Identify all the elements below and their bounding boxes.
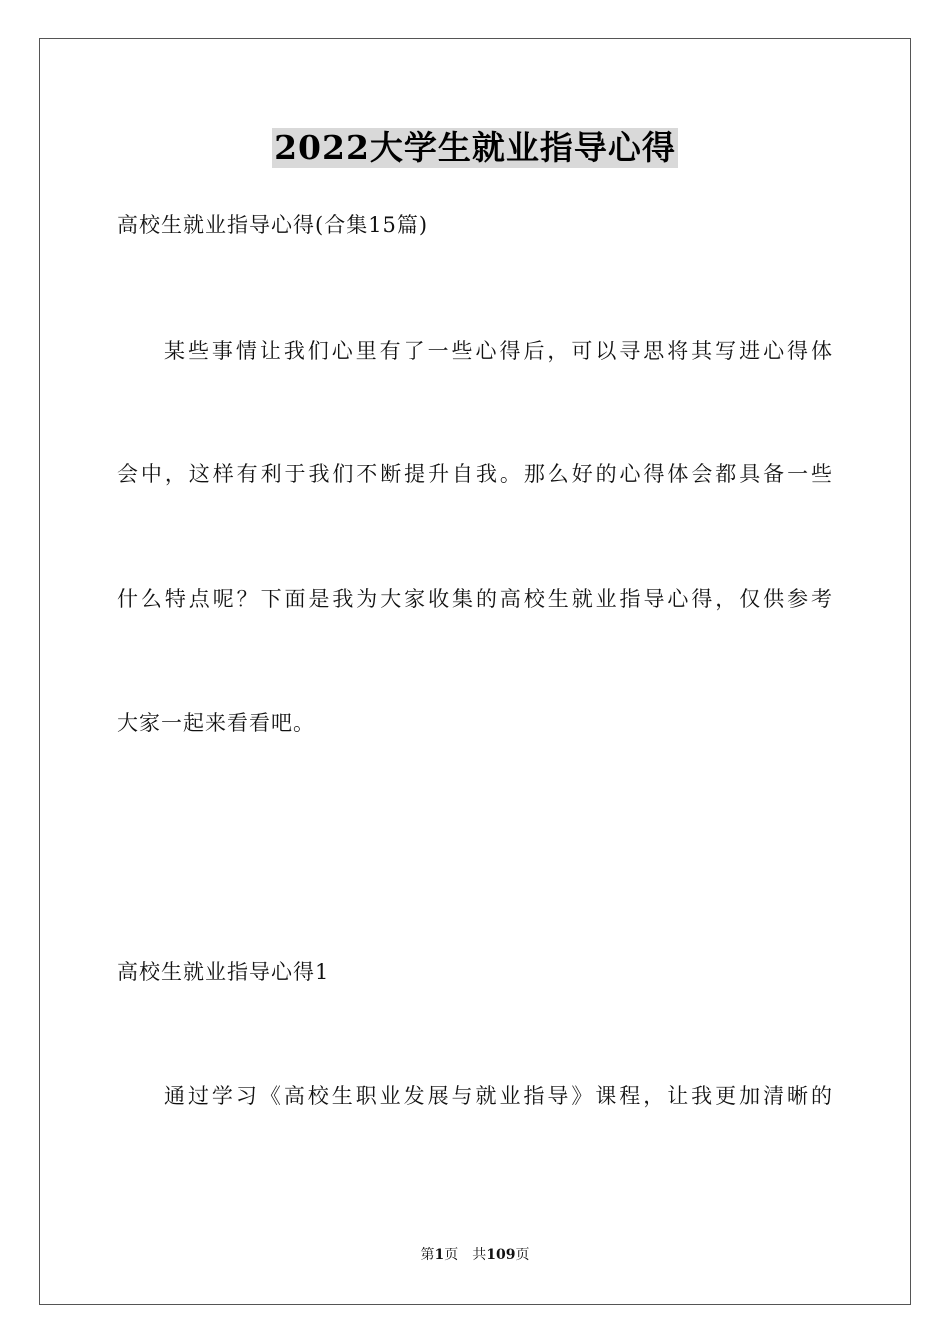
paragraph-line: 某些事情让我们心里有了一些心得后，可以寻思将其写进心得体	[164, 339, 833, 363]
page-prefix: 第	[420, 1247, 435, 1263]
paragraph-line: 大家一起来看看吧。	[117, 711, 315, 735]
page-suffix: 页	[444, 1247, 459, 1263]
total-suffix: 页	[515, 1247, 530, 1263]
paragraph-line: 会中，这样有利于我们不断提升自我。那么好的心得体会都具备一些	[117, 462, 833, 486]
section-heading: 高校生就业指导心得1	[117, 960, 330, 984]
page-number: 1	[434, 1247, 445, 1263]
page-footer	[0, 1245, 950, 1265]
title-container	[0, 128, 950, 168]
paragraph-line: 什么特点呢？下面是我为大家收集的高校生就业指导心得，仅供参考	[117, 587, 833, 611]
total-prefix: 共	[472, 1247, 487, 1263]
total-pages: 109	[486, 1247, 516, 1263]
paragraph-line: 通过学习《高校生职业发展与就业指导》课程，让我更加清晰的	[164, 1084, 833, 1108]
document-title: 2022大学生就业指导心得	[274, 128, 676, 167]
document-subtitle: 高校生就业指导心得(合集15篇)	[117, 213, 429, 237]
